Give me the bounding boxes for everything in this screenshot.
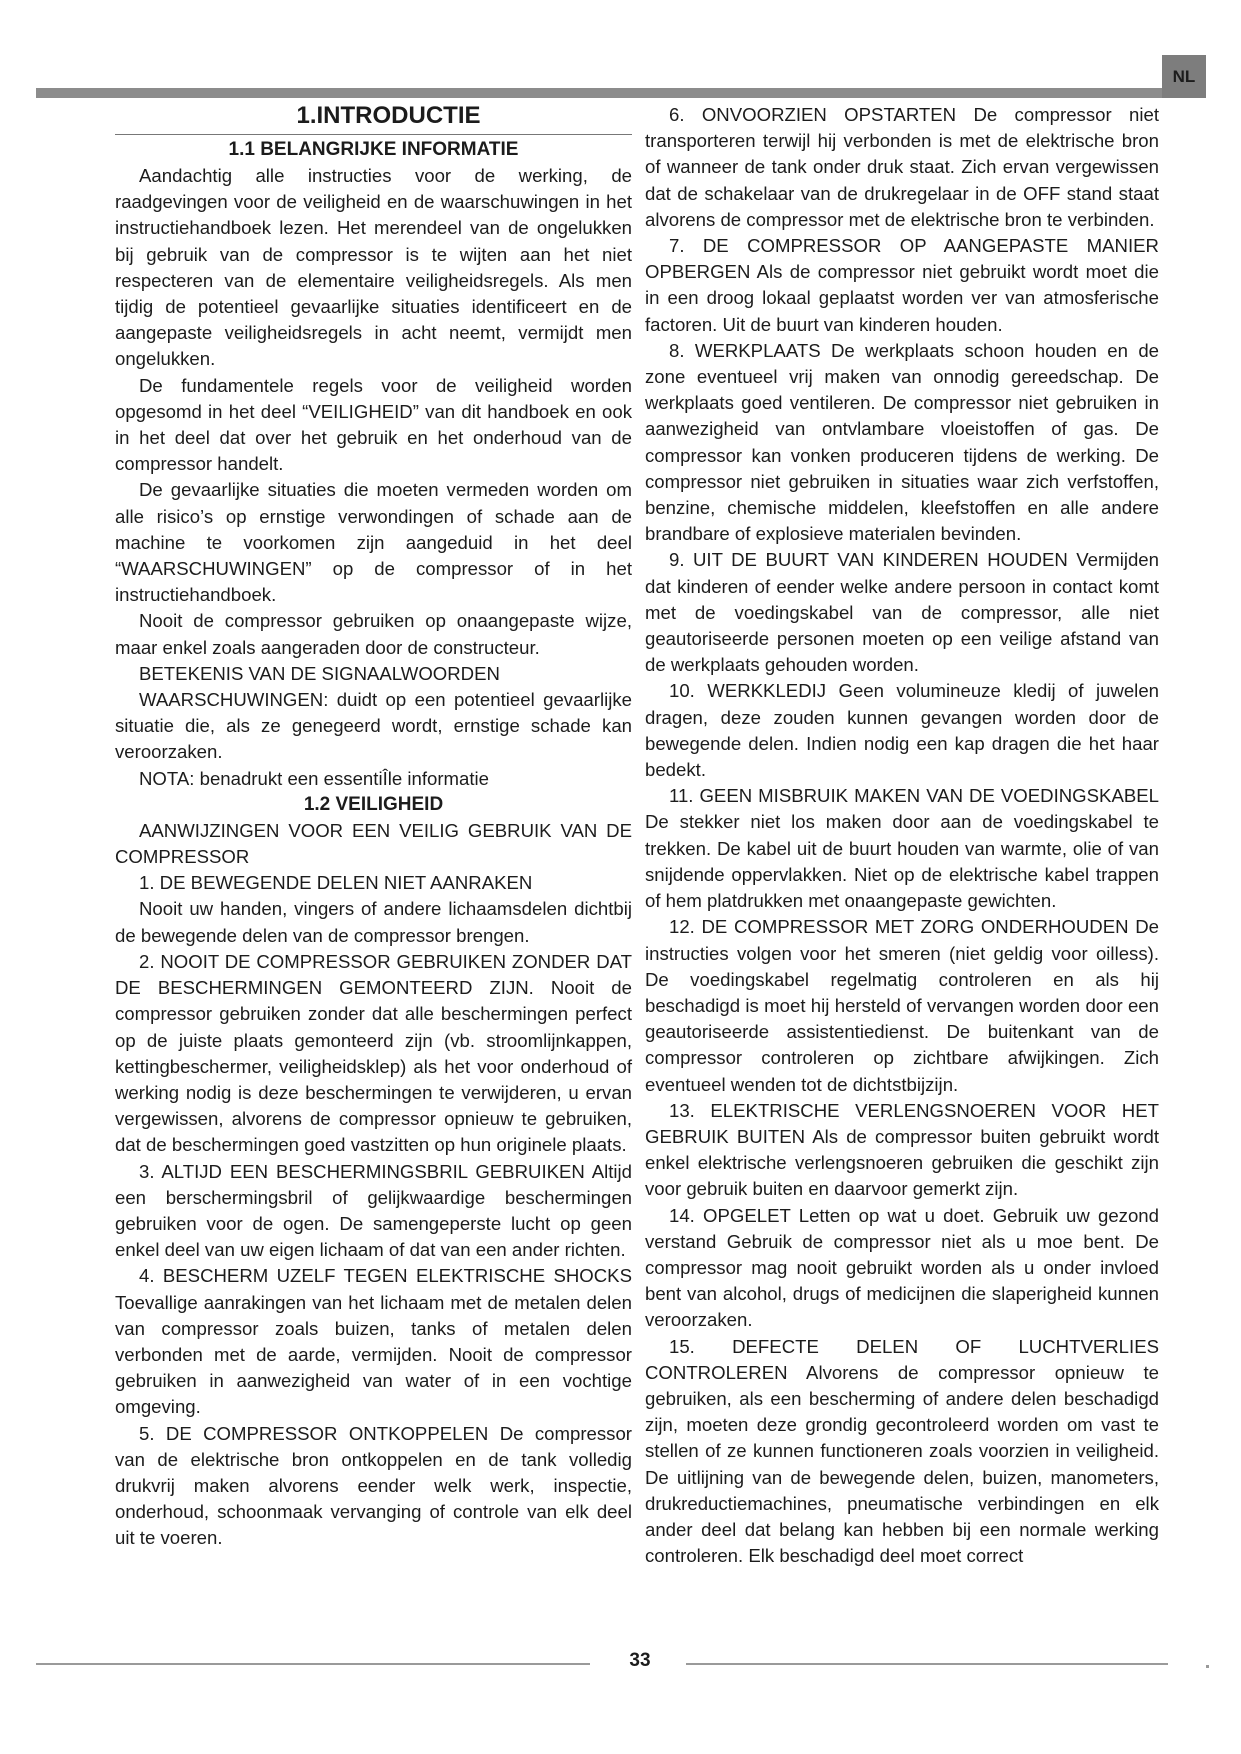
paragraph: NOTA: benadrukt een essentiÎle informatie	[139, 767, 490, 789]
section-heading-safety: 1.2 VEILIGHEID	[303, 793, 444, 815]
paragraph: 7. DE COMPRESSOR OP AANGEPASTE MANIER OPBERGEN Als de compressor niet gebruikt wordt moet die in een droog lokaal geplaatst worden ver van atmosferische factoren. Uit de buurt van kinderen houden.	[645, 235, 1159, 335]
paragraph: 15. DEFECTE DELEN OF LUCHTVERLIES CONTROLEREN Alvorens de compressor opnieuw te gebruiken, als een bescherming of andere delen beschadigd zijn, moeten deze grondig gecontroleerd worden om vast te stellen of ze kunnen functioneren zoals voorzien in veiligheid. De uitlijning van de bewegende delen, buizen, manometers, drukreductiemachines, pneumatische verbindingen en elk ander deel dat belang kan hebben bij een normale werking controleren. Elk beschadigd deel moet correct	[645, 1335, 1159, 1567]
paragraph: De fundamentele regels voor de veiligheid worden opgesomd in het deel “VEILIGHEID” van dit handboek en ook in het deel dat over het gebruik en het onderhoud van de compressor handelt.	[115, 374, 632, 475]
paragraph: BETEKENIS VAN DE SIGNAALWOORDEN	[139, 662, 500, 684]
paragraph: 13. ELEKTRISCHE VERLENGSNOEREN VOOR HET GEBRUIK BUITEN Als de compressor buiten gebruikt wordt enkel elektrische verlengsnoeren gebruiken die geschikt zijn voor gebruik buiten en daarvoor gemerkt zijn.	[645, 1099, 1159, 1200]
paragraph: WAARSCHUWINGEN: duidt op een potentieel gevaarlijke situatie die, als ze genegeerd wordt, ernstige schade kan veroorzaken.	[115, 689, 632, 763]
title-rule	[115, 134, 632, 135]
paragraph: 10. WERKKLEDIJ Geen volumineuze kledij of juwelen dragen, deze zouden kunnen gevangen worden door de bewegende delen. Indien nodig een kap dragen die het haar bedekt.	[645, 680, 1159, 781]
right-column	[645, 102, 1159, 1569]
paragraph: 9. UIT DE BUURT VAN KINDEREN HOUDEN Vermijden dat kinderen of eender welke andere persoon in contact komt met de voedingskabel van de compressor, alle niet geautoriseerde personen moeten op een veilige afstand van de werkplaats gehouden worden.	[645, 549, 1159, 676]
paragraph: 14. OPGELET Letten op wat u doet. Gebruik uw gezond verstand Gebruik de compressor niet als u moe bent. De compressor mag nooit gebruikt worden als u onder invloed bent van alcohol, drugs of medicijnen die slaperigheid kunnen veroorzaken.	[645, 1204, 1159, 1331]
paragraph: Nooit de compressor gebruiken op onaangepaste wijze, maar enkel zoals aangeraden door de constructeur.	[115, 610, 632, 658]
header-rule	[36, 88, 1204, 98]
paragraph: Aandachtig alle instructies voor de werking, de raadgevingen voor de veiligheid en de waarschuwingen in het instructiehandboek lezen. Het merendeel van de ongelukken bij gebruik van de compressor is te wijten aan het niet respecteren van de elementaire veiligheidsregels. Als men tijdig de potentieel gevaarlijke situaties identificeert en de aangepaste veiligheidsregels in acht neemt, vermijdt men ongelukken.	[115, 165, 632, 370]
paragraph: 6. ONVOORZIEN OPSTARTEN De compressor niet transporteren terwijl hij verbonden is met de elektrische bron of wanneer de tank onder druk staat. Zich ervan vergewissen dat de schakelaar van de drukregelaar in de OFF stand staat alvorens de compressor met de elektrische bron te verbinden.	[645, 104, 1159, 230]
paragraph: 11. GEEN MISBRUIK MAKEN VAN DE VOEDINGSKABEL De stekker niet los maken door aan de voedingskabel te trekken. De kabel uit de buurt houden van warmte, olie of van snijdende oppervlakken. Niet op de elektrische kabel trappen of hem platdrukken met onaangepaste gewichten.	[645, 785, 1159, 912]
chapter-title: 1.INTRODUCTIE	[296, 102, 481, 129]
paragraph: 8. WERKPLAATS De werkplaats schoon houden en de zone eventueel vrij maken van onnodig gereedschap. De werkplaats goed ventileren. De compressor niet gebruiken in aanwezigheid van ontvlambare vloeistoffen of gas. De compressor kan vonken produceren tijdens de werking. De compressor niet gebruiken in situaties waar zich verfstoffen, benzine, chemische middelen, kleefstoffen en alle andere brandbare of explosieve materialen bevinden.	[645, 339, 1159, 545]
paragraph: AANWIJZINGEN VOOR EEN VEILIG GEBRUIK VAN DE COMPRESSOR	[115, 819, 632, 868]
paragraph: 3. ALTIJD EEN BESCHERMINGSBRIL GEBRUIKEN Altijd een berschermingsbril of gelijkwaardige beschermingen gebruiken voor de ogen. De samengeperste lucht op geen enkel deel van uw eigen lichaam of dat van een ander richten.	[115, 1160, 632, 1261]
paragraph: 5. DE COMPRESSOR ONTKOPPELEN De compressor van de elektrische bron ontkoppelen en de tank volledig drukvrij maken alvorens eender welk werk, inspectie, onderhoud, schoonmaak vervanging of controle van elk deel uit te voeren.	[115, 1422, 632, 1549]
footer-dot	[1206, 1665, 1209, 1668]
paragraph: 4. BESCHERM UZELF TEGEN ELEKTRISCHE SHOCKS Toevallige aanrakingen van het lichaam met de metalen delen van compressor zoals buizen, tanks of metalen delen verbonden met de aarde, vermijden. Nooit de compressor gebruiken in aanwezigheid van water of in een vochtige omgeving.	[115, 1265, 632, 1418]
section-heading-important-info: 1.1 BELANGRIJKE INFORMATIE	[228, 139, 519, 160]
paragraph: Nooit uw handen, vingers of andere lichaamsdelen dichtbij de bewegende delen van de compressor brengen.	[115, 898, 632, 946]
paragraph: 12. DE COMPRESSOR MET ZORG ONDERHOUDEN De instructies volgen voor het smeren (niet geldig voor oilless). De voedingskabel regelmatig controleren en als hij beschadigd is moet hij hersteld of vervangen worden door een geautoriseerde assistentiedienst. De buitenkant van de compressor controleren op zichtbare afwijkingen. Zich eventueel wenden tot de dichtstbijzijn.	[645, 916, 1159, 1095]
page-number: 33	[629, 1650, 651, 1671]
footer-rule-left	[36, 1663, 590, 1665]
paragraph: 1. DE BEWEGENDE DELEN NIET AANRAKEN	[139, 872, 533, 894]
paragraph: 2. NOOIT DE COMPRESSOR GEBRUIKEN ZONDER DAT DE BESCHERMINGEN GEMONTEERD ZIJN. Nooit de compressor gebruiken zonder dat alle beschermingen perfect op de juiste plaats gemonteerd zijn (vb. stroomlijnkappen, kettingbeschermer, veiligheidsklep) als het voor onderhoud of werking nodig is deze beschermingen te verwijderen, u ervan vergewissen, alvorens de compressor opnieuw te gebruiken, dat de beschermingen goed vastzitten op hun originele plaats.	[115, 950, 632, 1156]
left-column	[115, 102, 632, 1552]
paragraph: De gevaarlijke situaties die moeten vermeden worden om alle risico’s op ernstige verwondingen of schade aan de machine te voorkomen zijn aangeduid in het deel “WAARSCHUWINGEN” op de compressor of in het instructiehandboek.	[115, 479, 632, 606]
language-badge: NL	[1162, 55, 1206, 98]
footer-rule-right	[686, 1663, 1168, 1665]
